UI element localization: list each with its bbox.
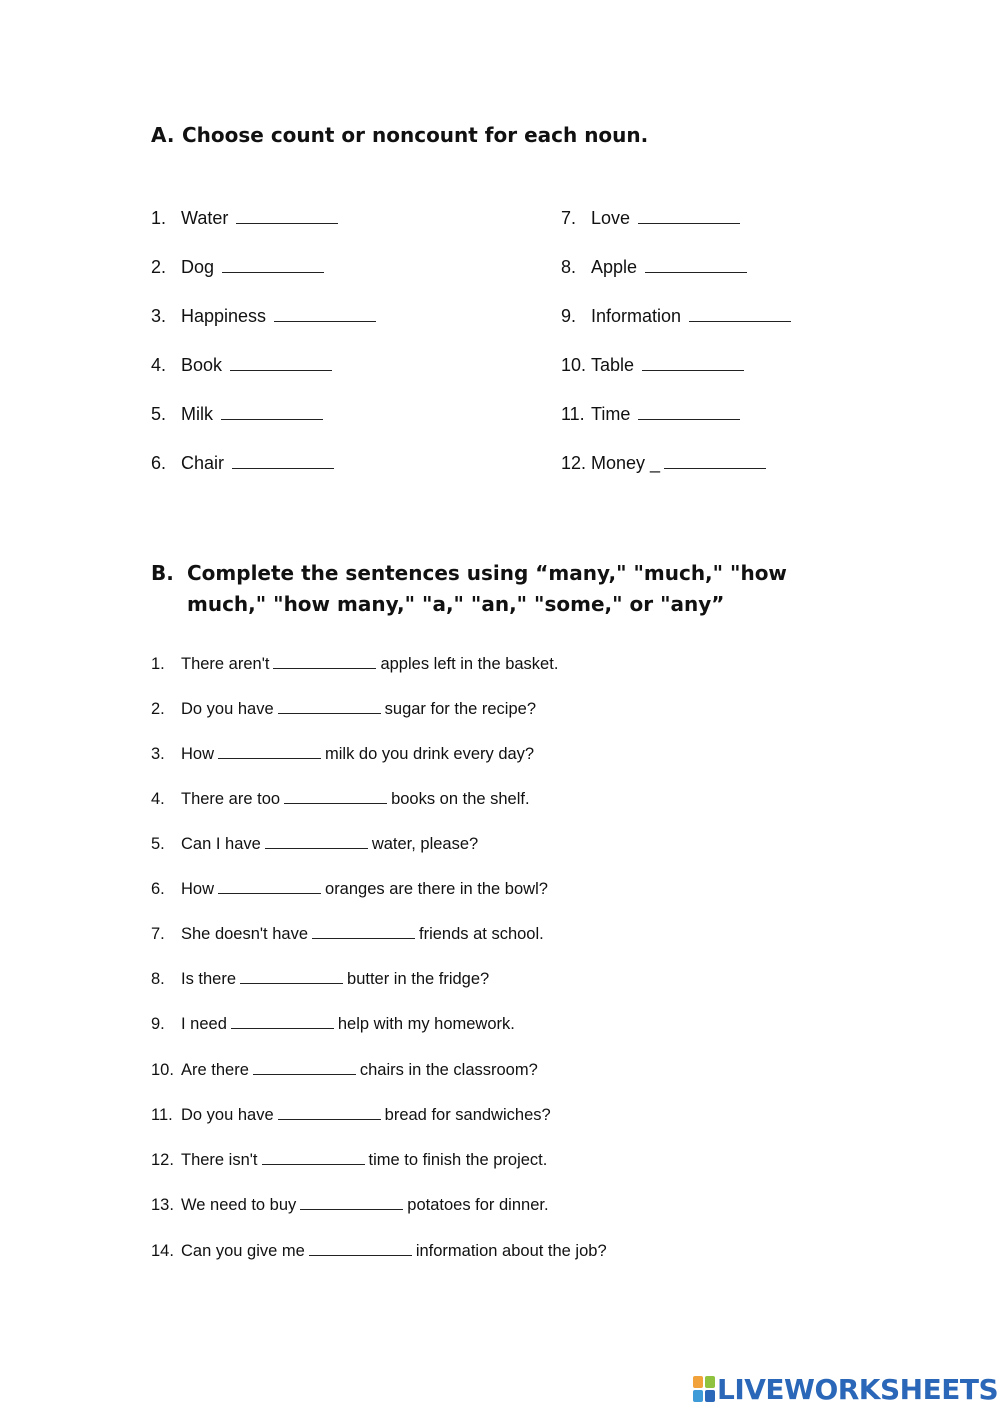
noun-item — [561, 403, 740, 425]
sentence-item — [151, 1012, 515, 1034]
section-b-title: Complete the sentences using “many," "much," "how much," "how many," "a," "an," "some," or "any” — [187, 561, 787, 616]
liveworksheets-mark-icon — [693, 1376, 715, 1402]
sentence-after: water, please? — [371, 835, 479, 853]
answer-blank[interactable] — [300, 1193, 403, 1210]
sentence-after: information about the job? — [415, 1242, 607, 1260]
sentence-item — [151, 787, 530, 809]
sentence-item — [151, 1148, 547, 1170]
answer-blank[interactable] — [278, 1103, 381, 1120]
item-number: 11. — [561, 404, 585, 424]
noun-word: Time — [591, 404, 631, 424]
sentence-after: potatoes for dinner. — [407, 1196, 549, 1214]
sentence-after: oranges are there in the bowl? — [325, 880, 548, 898]
item-number: 9. — [561, 306, 577, 326]
item-number: 5. — [151, 835, 165, 853]
answer-blank[interactable] — [236, 207, 338, 224]
answer-blank[interactable] — [231, 1012, 334, 1029]
sentence-item — [151, 967, 489, 989]
noun-item — [151, 256, 324, 278]
answer-blank[interactable] — [278, 697, 381, 714]
logo-square-icon — [705, 1390, 715, 1402]
answer-blank[interactable] — [645, 256, 747, 273]
answer-blank[interactable] — [218, 742, 321, 759]
noun-word: Chair — [181, 453, 225, 473]
noun-word: Apple — [591, 257, 638, 277]
answer-blank[interactable] — [642, 354, 744, 371]
item-number: 7. — [561, 208, 577, 228]
answer-blank[interactable] — [638, 207, 740, 224]
noun-item — [561, 305, 791, 327]
item-number: 12. — [561, 453, 587, 473]
noun-word: Book — [181, 355, 223, 375]
answer-blank[interactable] — [232, 452, 334, 469]
answer-blank[interactable] — [312, 922, 415, 939]
sentence-before: Do you have — [181, 1106, 274, 1124]
sentence-item — [151, 652, 558, 674]
item-number: 3. — [151, 306, 167, 326]
sentence-before: I need — [181, 1015, 227, 1033]
item-number: 6. — [151, 453, 167, 473]
noun-item — [561, 452, 766, 474]
logo-square-icon — [705, 1376, 715, 1388]
answer-blank[interactable] — [664, 452, 766, 469]
logo-square-icon — [693, 1390, 703, 1402]
sentence-item — [151, 922, 544, 944]
liveworksheets-logo — [693, 1374, 998, 1404]
noun-word: Dog — [181, 257, 215, 277]
item-number: 9. — [151, 1015, 165, 1033]
answer-blank[interactable] — [284, 787, 387, 804]
noun-word: Money _ — [591, 453, 661, 473]
item-number: 14. — [151, 1242, 174, 1260]
sentence-item — [151, 697, 536, 719]
sentence-item — [151, 742, 534, 764]
sentence-after: bread for sandwiches? — [384, 1106, 551, 1124]
answer-blank[interactable] — [273, 652, 376, 669]
sentence-before: There isn't — [181, 1151, 258, 1169]
item-number: 12. — [151, 1151, 174, 1169]
item-number: 1. — [151, 655, 165, 673]
item-number: 7. — [151, 925, 165, 943]
sentence-item — [151, 877, 548, 899]
answer-blank[interactable] — [689, 305, 791, 322]
item-number: 6. — [151, 880, 165, 898]
noun-item — [151, 354, 332, 376]
item-number: 2. — [151, 257, 167, 277]
sentence-after: chairs in the classroom? — [359, 1061, 538, 1079]
sentence-after: sugar for the recipe? — [384, 700, 536, 718]
noun-item — [151, 452, 334, 474]
item-number: 2. — [151, 700, 165, 718]
sentence-before: How — [181, 745, 215, 763]
answer-blank[interactable] — [638, 403, 740, 420]
section-a-letter: A. — [151, 123, 175, 147]
item-number: 8. — [151, 970, 165, 988]
sentence-item — [151, 832, 478, 854]
section-b-heading — [151, 558, 867, 620]
noun-word: Table — [591, 355, 635, 375]
item-number: 8. — [561, 257, 577, 277]
noun-item — [561, 256, 747, 278]
item-number: 10. — [151, 1061, 174, 1079]
answer-blank[interactable] — [262, 1148, 365, 1165]
sentence-before: Is there — [181, 970, 237, 988]
sentence-before: Can you give me — [181, 1242, 305, 1260]
sentence-after: milk do you drink every day? — [325, 745, 535, 763]
sentence-before: Do you have — [181, 700, 274, 718]
sentence-item — [151, 1193, 549, 1215]
noun-word: Water — [181, 208, 229, 228]
sentence-after: friends at school. — [419, 925, 544, 943]
noun-item — [151, 305, 376, 327]
answer-blank[interactable] — [218, 877, 321, 894]
sentence-before: She doesn't have — [181, 925, 308, 943]
logo-square-icon — [693, 1376, 703, 1388]
sentence-before: Can I have — [181, 835, 261, 853]
item-number: 5. — [151, 404, 167, 424]
item-number: 13. — [151, 1196, 174, 1214]
sentence-before: There are too — [181, 790, 281, 808]
sentence-item — [151, 1239, 607, 1261]
noun-item — [561, 207, 740, 229]
item-number: 3. — [151, 745, 165, 763]
answer-blank[interactable] — [265, 832, 368, 849]
answer-blank[interactable] — [253, 1058, 356, 1075]
item-number: 4. — [151, 355, 167, 375]
noun-word: Love — [591, 208, 631, 228]
sentence-item — [151, 1103, 551, 1125]
sentence-before: There aren't — [181, 655, 270, 673]
sentence-item — [151, 1058, 538, 1080]
item-number: 10. — [561, 355, 587, 375]
noun-item — [561, 354, 744, 376]
answer-blank[interactable] — [240, 967, 343, 984]
sentence-before: How — [181, 880, 215, 898]
noun-word: Information — [591, 306, 682, 326]
sentence-after: time to finish the project. — [368, 1151, 548, 1169]
noun-word: Happiness — [181, 306, 267, 326]
item-number: 1. — [151, 208, 167, 228]
sentence-before: Are there — [181, 1061, 249, 1079]
sentence-after: books on the shelf. — [391, 790, 530, 808]
sentence-before: We need to buy — [181, 1196, 297, 1214]
answer-blank[interactable] — [221, 403, 323, 420]
sentence-after: apples left in the basket. — [380, 655, 559, 673]
answer-blank[interactable] — [222, 256, 324, 273]
noun-item — [151, 403, 323, 425]
item-number: 4. — [151, 790, 165, 808]
logo-text: LIVEWORKSHEETS — [717, 1372, 999, 1406]
answer-blank[interactable] — [230, 354, 332, 371]
noun-item — [151, 207, 338, 229]
answer-blank[interactable] — [274, 305, 376, 322]
section-a-title: Choose count or noncount for each noun. — [182, 123, 649, 147]
section-a-heading — [151, 120, 648, 151]
answer-blank[interactable] — [309, 1239, 412, 1256]
sentence-after: butter in the fridge? — [347, 970, 490, 988]
section-b-letter: B. — [151, 561, 174, 585]
item-number: 11. — [151, 1106, 173, 1124]
sentence-after: help with my homework. — [337, 1015, 515, 1033]
noun-word: Milk — [181, 404, 213, 424]
